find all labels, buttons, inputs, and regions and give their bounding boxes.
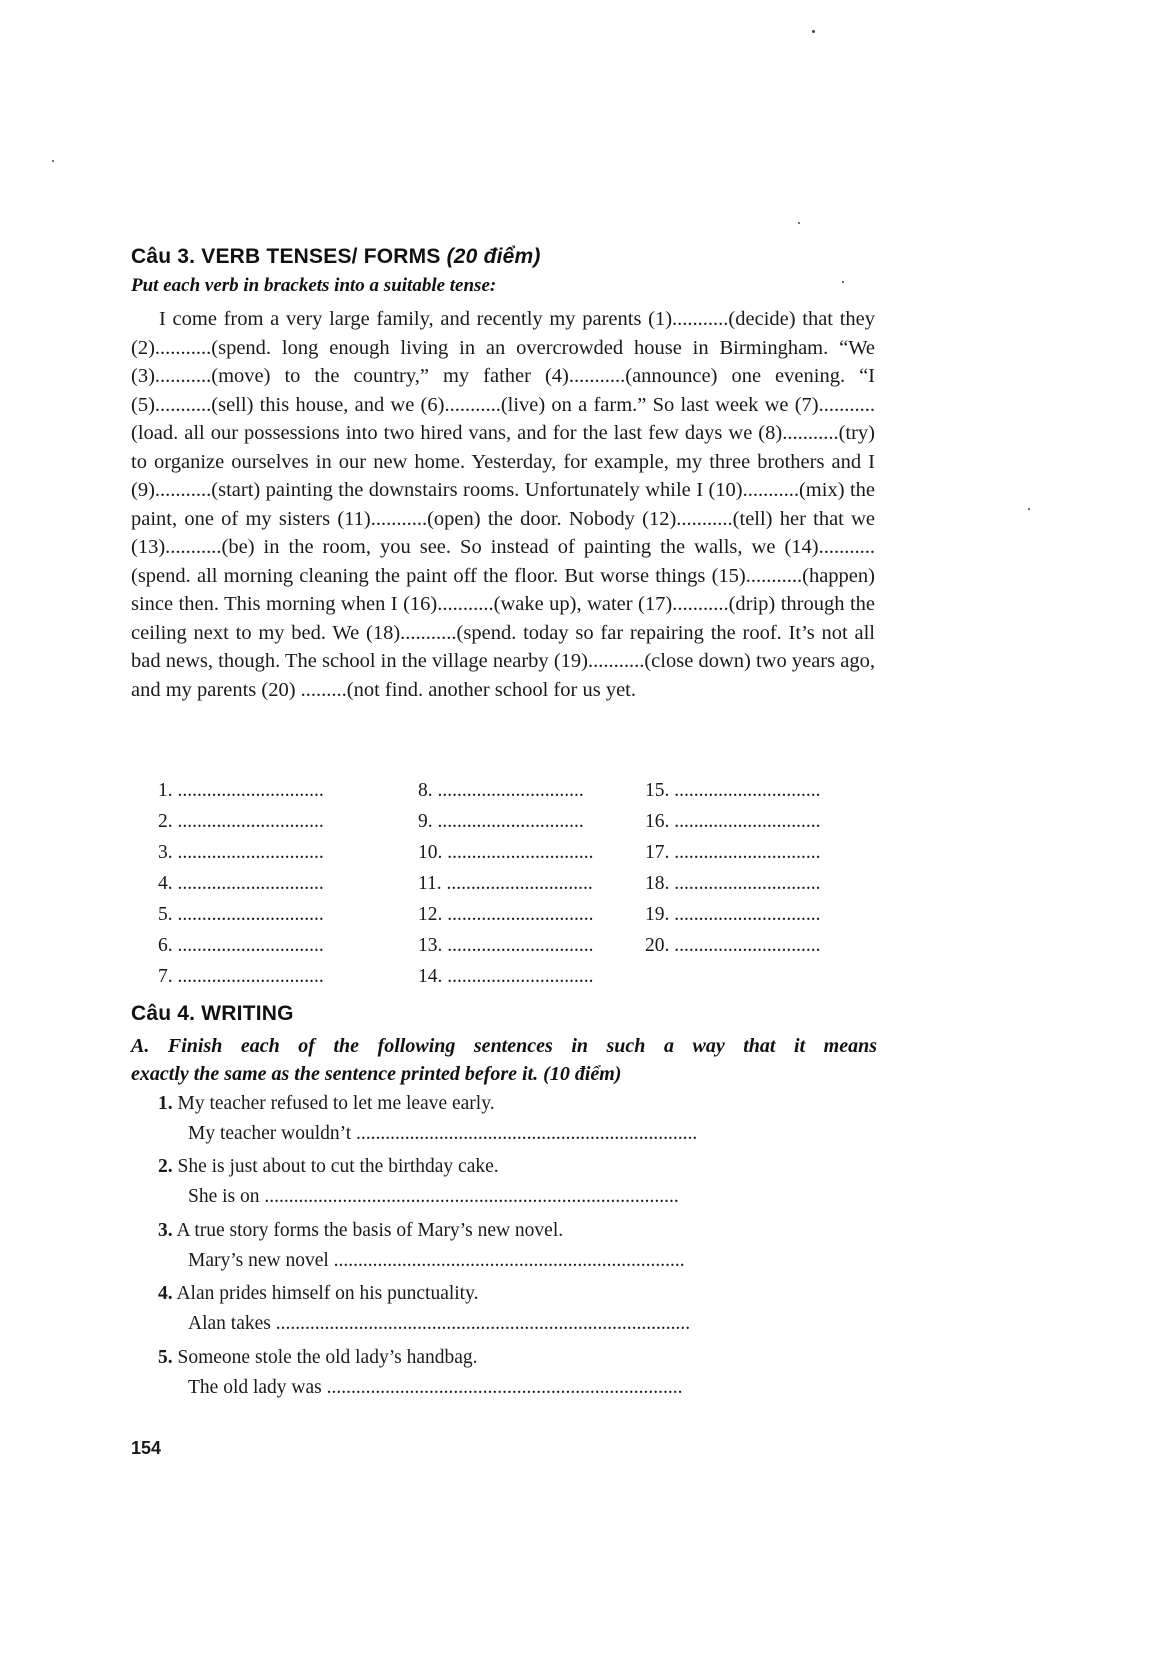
answer-line[interactable]: 18. .............................. [645, 873, 821, 894]
answer-line[interactable]: 12. .............................. [418, 904, 594, 925]
writing-item-2 [158, 1156, 499, 1178]
item-number: 5. [158, 1347, 173, 1368]
scan-speck [1028, 508, 1030, 510]
section-3-instruction: Put each verb in brackets into a suitable tense: [131, 275, 497, 296]
rewrite-prompt-2[interactable]: She is on ..................................................................................... [188, 1186, 679, 1207]
writing-item-1 [158, 1093, 495, 1115]
section-3-passage [131, 305, 875, 704]
answer-line[interactable]: 5. .............................. [158, 904, 324, 925]
rewrite-prompt-5[interactable]: The old lady was ......................................................................... [188, 1377, 683, 1398]
answer-line[interactable]: 14. .............................. [418, 966, 594, 987]
scan-speck [52, 160, 54, 162]
answer-column-3 [645, 775, 821, 961]
answer-line[interactable]: 2. .............................. [158, 811, 324, 832]
item-number: 4. [158, 1283, 173, 1304]
scan-speck [798, 222, 800, 224]
answer-line[interactable]: 6. .............................. [158, 935, 324, 956]
section-4-heading: Câu 4. WRITING [131, 1002, 294, 1025]
section-3-points: (20 điểm) [446, 245, 541, 268]
item-number: 2. [158, 1156, 173, 1177]
answer-line[interactable]: 7. .............................. [158, 966, 324, 987]
section-3-heading [131, 245, 541, 269]
item-number: 1. [158, 1093, 173, 1114]
rewrite-prompt-3[interactable]: Mary’s new novel ........................................................................ [188, 1250, 685, 1271]
answer-line[interactable]: 10. .............................. [418, 842, 594, 863]
page-number: 154 [131, 1438, 162, 1458]
answer-line[interactable]: 4. .............................. [158, 873, 324, 894]
writing-item-4 [158, 1283, 478, 1305]
rewrite-prompt-4[interactable]: Alan takes ..................................................................................... [188, 1313, 691, 1334]
writing-item-3 [158, 1220, 563, 1242]
answer-line[interactable]: 9. .............................. [418, 811, 584, 832]
answer-column-1 [158, 775, 324, 992]
answer-line[interactable]: 17. .............................. [645, 842, 821, 863]
answer-line[interactable]: 20. .............................. [645, 935, 821, 956]
section-4-instruction [131, 1032, 877, 1088]
answer-line[interactable]: 19. .............................. [645, 904, 821, 925]
original-sentence: Alan prides himself on his punctuality. [176, 1283, 479, 1304]
writing-item-5 [158, 1347, 478, 1369]
instruction-line-2: exactly the same as the sentence printed before it. (10 điểm) [131, 1063, 622, 1085]
original-sentence: She is just about to cut the birthday cake. [177, 1156, 499, 1177]
answer-line[interactable]: 11. .............................. [418, 873, 593, 894]
answer-line[interactable]: 15. .............................. [645, 780, 821, 801]
answer-column-2 [418, 775, 594, 992]
original-sentence: Someone stole the old lady’s handbag. [177, 1347, 478, 1368]
original-sentence: A true story forms the basis of Mary’s new novel. [176, 1220, 564, 1241]
answer-line[interactable]: 1. .............................. [158, 780, 324, 801]
item-number: 3. [158, 1220, 173, 1241]
passage-text: I come from a very large family, and recently my parents (1)...........(decide) that they (2)...........(spend. long enough living in an overcrowded house in Birmingham. “We (3)...........(move) to the country,” my father (4)...........(announce) one evening. “I (5)...........(sell) this house, and we (6)...........(live) on a farm.” So last week we (7)...........(load. all our possessions into two hired vans, and for the last few days we (8)...........(try) to organize ourselves in our new home. Yesterday, for example, my three brothers and I (9)...........(start) painting the downstairs rooms. Unfortunately while I (10)...........(mix) the paint, one of my sisters (11)...........(open) the door. Nobody (12)...........(tell) her that we (13)...........(be) in the room, you see. So instead of painting the walls, we (14)...........(spend. all morning cleaning the paint off the floor. But worse things (15)...........(happen) since then. This morning when I (16)...........(wake up), water (17)...........(drip) through the ceiling next to my bed. We (18)...........(spend. today so far repairing the roof. It’s not all bad news, though. The school in the village nearby (19)...........(close down) two years ago, and my parents (20) .........(not find. another school for us yet. [131, 308, 875, 701]
answer-line[interactable]: 16. .............................. [645, 811, 821, 832]
answer-line[interactable]: 3. .............................. [158, 842, 324, 863]
answer-line[interactable]: 13. .............................. [418, 935, 594, 956]
section-3-title: Câu 3. VERB TENSES/ FORMS [131, 245, 441, 268]
instruction-line-1: A. Finish each of the following sentences in such a way that it means [131, 1035, 877, 1057]
answer-line[interactable]: 8. .............................. [418, 780, 584, 801]
rewrite-prompt-1[interactable]: My teacher wouldn’t ...................................................................... [188, 1123, 698, 1144]
scan-speck [812, 30, 815, 33]
original-sentence: My teacher refused to let me leave early. [177, 1093, 495, 1114]
scan-speck [842, 281, 844, 283]
